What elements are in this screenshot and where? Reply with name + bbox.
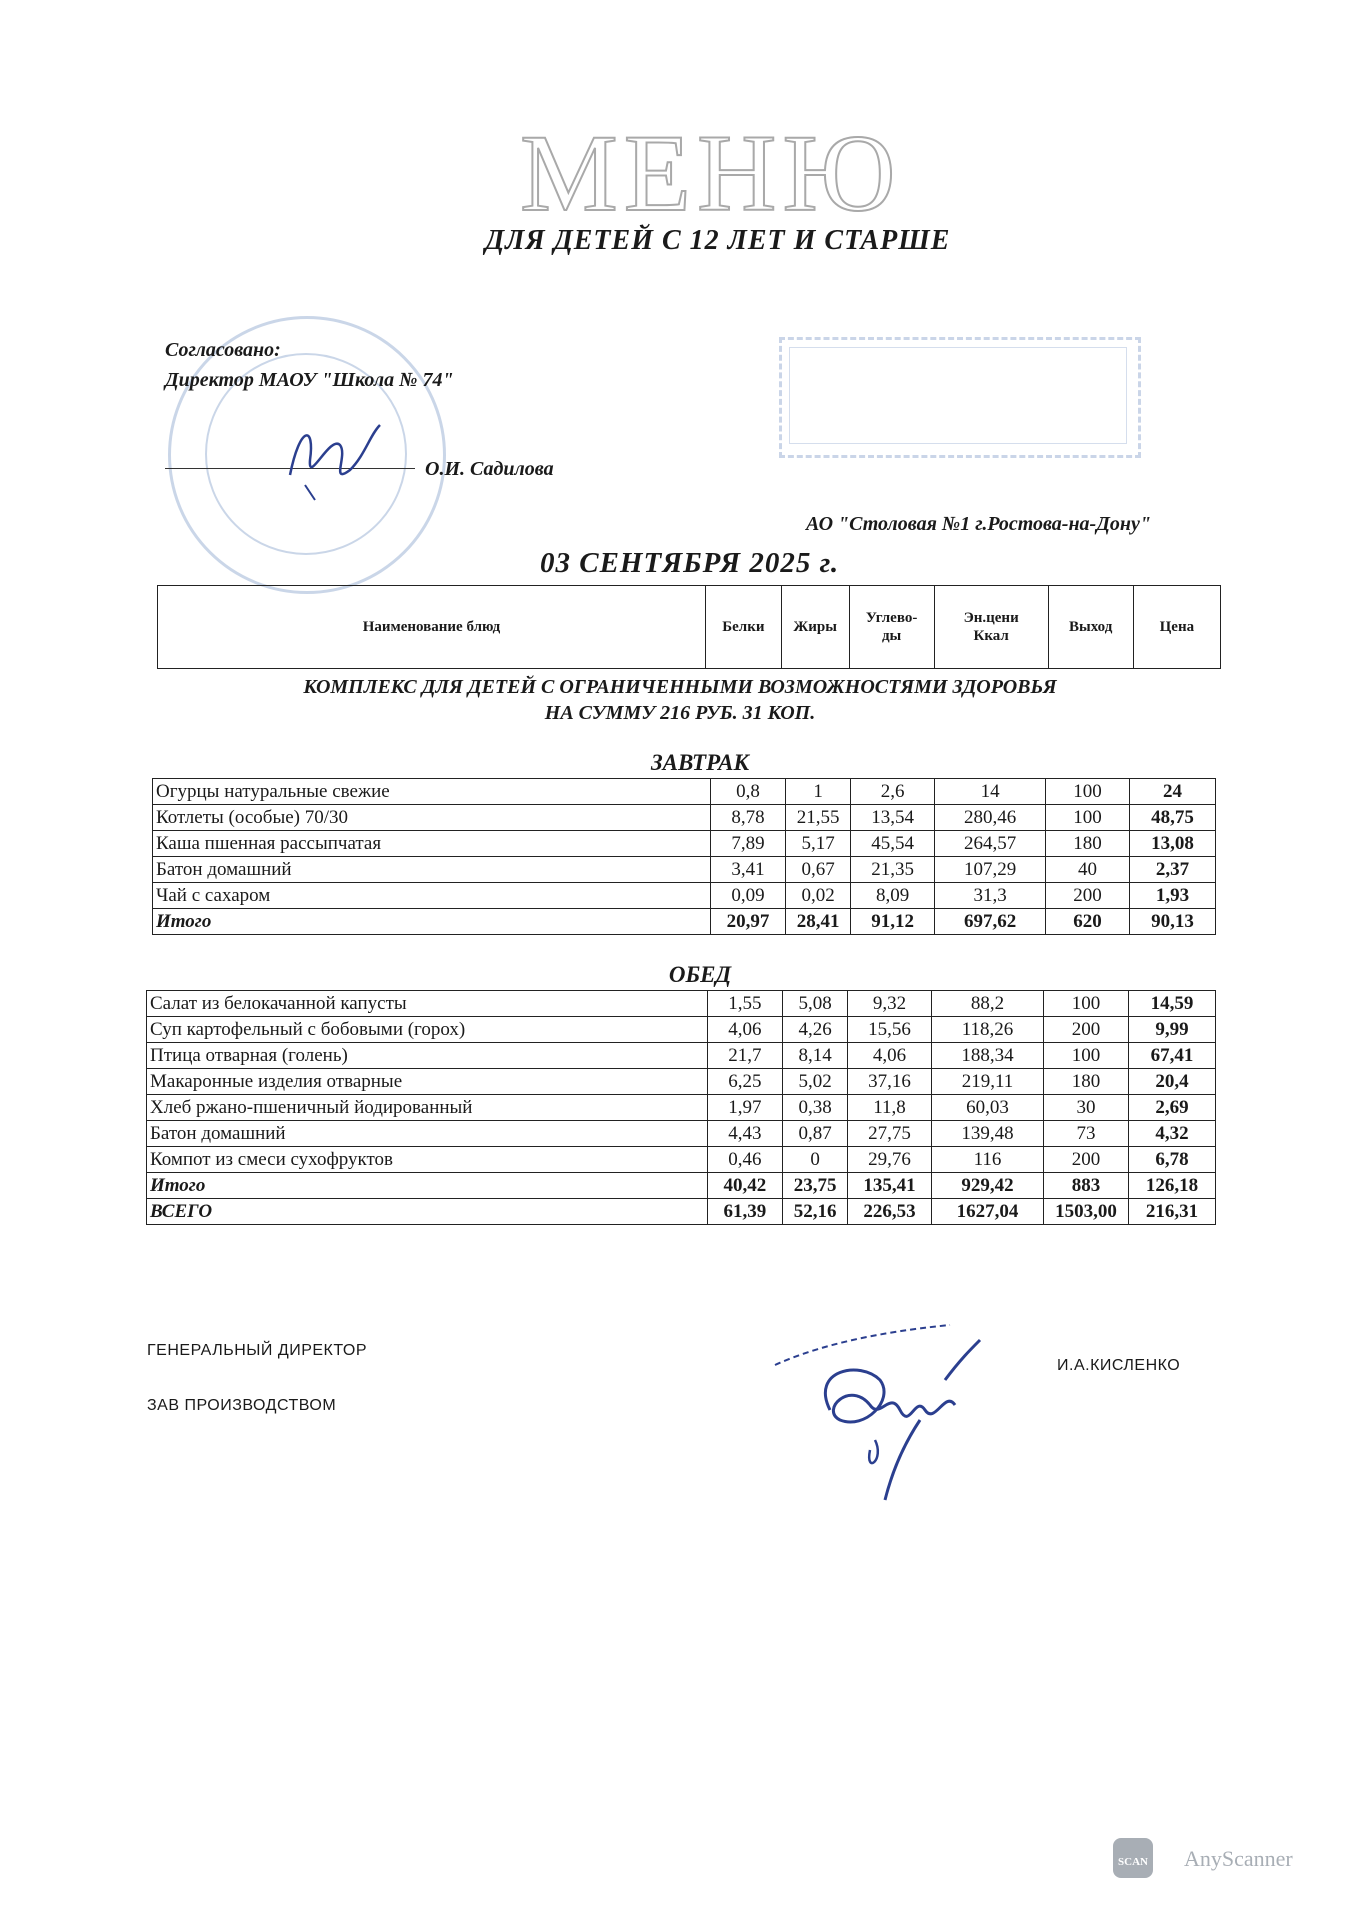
carbs-cell: 21,35 <box>851 857 935 883</box>
output-cell: 1503,00 <box>1044 1199 1129 1225</box>
lunch-table <box>146 990 1216 1225</box>
col-energy-header <box>934 586 1048 669</box>
breakfast-table <box>152 778 1216 935</box>
total-row <box>147 1173 1216 1199</box>
proteins-cell: 8,78 <box>710 805 785 831</box>
col-carbs-label-1: Углево- <box>865 610 918 626</box>
carbs-cell: 13,54 <box>851 805 935 831</box>
col-output-header: Выход <box>1048 586 1133 669</box>
output-cell: 200 <box>1046 883 1130 909</box>
dish-name-cell: Батон домашний <box>147 1121 708 1147</box>
catering-company: АО "Столовая №1 г.Ростова-на-Дону" <box>806 513 1151 535</box>
proteins-cell: 40,42 <box>707 1173 782 1199</box>
proteins-cell: 4,43 <box>707 1121 782 1147</box>
carbs-cell: 9,32 <box>848 991 932 1017</box>
dish-name-cell: Огурцы натуральные свежие <box>153 779 711 805</box>
fats-cell: 0,87 <box>783 1121 848 1147</box>
energy-cell: 188,34 <box>931 1043 1043 1069</box>
carbs-cell: 29,76 <box>848 1147 932 1173</box>
proteins-cell: 0,46 <box>707 1147 782 1173</box>
fats-cell: 8,14 <box>783 1043 848 1069</box>
dish-name-cell: Макаронные изделия отварные <box>147 1069 708 1095</box>
proteins-cell: 61,39 <box>707 1199 782 1225</box>
col-energy-label-1: Эн.цени <box>963 610 1019 626</box>
carbs-cell: 226,53 <box>848 1199 932 1225</box>
dish-name-cell: Суп картофельный с бобовыми (горох) <box>147 1017 708 1043</box>
column-header-table <box>157 585 1221 669</box>
approver-name: О.И. Садилова <box>425 458 554 480</box>
table-row <box>153 857 1216 883</box>
approval-block <box>165 335 454 395</box>
total-row <box>147 1199 1216 1225</box>
price-cell: 24 <box>1129 779 1215 805</box>
table-row <box>147 1095 1216 1121</box>
proteins-cell: 3,41 <box>710 857 785 883</box>
col-price-header: Цена <box>1133 586 1220 669</box>
dish-name-cell: Котлеты (особые) 70/30 <box>153 805 711 831</box>
table-row <box>153 805 1216 831</box>
output-cell: 883 <box>1044 1173 1129 1199</box>
proteins-cell: 0,8 <box>710 779 785 805</box>
breakfast-title: ЗАВТРАК <box>650 750 750 775</box>
fats-cell: 0 <box>783 1147 848 1173</box>
fats-cell: 0,67 <box>786 857 851 883</box>
complex-line-1: КОМПЛЕКС ДЛЯ ДЕТЕЙ С ОГРАНИЧЕННЫМИ ВОЗМОЖНОСТЯМИ ЗДОРОВЬЯ <box>303 676 1057 698</box>
proteins-cell: 21,7 <box>707 1043 782 1069</box>
table-row <box>147 1147 1216 1173</box>
dish-name-cell: Чай с сахаром <box>153 883 711 909</box>
output-cell: 100 <box>1046 805 1130 831</box>
proteins-cell: 0,09 <box>710 883 785 909</box>
dish-name-cell: Каша пшенная рассыпчатая <box>153 831 711 857</box>
energy-cell: 88,2 <box>931 991 1043 1017</box>
fats-cell: 5,02 <box>783 1069 848 1095</box>
proteins-cell: 1,55 <box>707 991 782 1017</box>
table-row <box>153 779 1216 805</box>
table-row <box>147 1069 1216 1095</box>
col-energy-label-2: Ккал <box>973 628 1009 644</box>
scanner-watermark: AnyScanner <box>1184 1846 1293 1871</box>
energy-cell: 929,42 <box>931 1173 1043 1199</box>
carbs-cell: 4,06 <box>848 1043 932 1069</box>
energy-cell: 116 <box>931 1147 1043 1173</box>
fats-cell: 5,08 <box>783 991 848 1017</box>
energy-cell: 1627,04 <box>931 1199 1043 1225</box>
scanner-logo-icon: SCAN <box>1113 1838 1153 1878</box>
dish-name-cell: Батон домашний <box>153 857 711 883</box>
table-row <box>147 1043 1216 1069</box>
output-cell: 100 <box>1044 1043 1129 1069</box>
carbs-cell: 15,56 <box>848 1017 932 1043</box>
dish-name-cell: Хлеб ржано-пшеничный йодированный <box>147 1095 708 1121</box>
price-cell: 4,32 <box>1128 1121 1215 1147</box>
proteins-cell: 20,97 <box>710 909 785 935</box>
energy-cell: 280,46 <box>935 805 1046 831</box>
col-carbs-label-2: ды <box>881 628 902 644</box>
fats-cell: 0,38 <box>783 1095 848 1121</box>
price-cell: 90,13 <box>1129 909 1215 935</box>
output-cell: 73 <box>1044 1121 1129 1147</box>
approval-label: Согласовано: <box>165 339 281 361</box>
signer-name: И.А.КИСЛЕНКО <box>1057 1357 1181 1374</box>
proteins-cell: 4,06 <box>707 1017 782 1043</box>
output-cell: 620 <box>1046 909 1130 935</box>
energy-cell: 31,3 <box>935 883 1046 909</box>
dish-name-cell: Итого <box>153 909 711 935</box>
carbs-cell: 37,16 <box>848 1069 932 1095</box>
table-row <box>153 883 1216 909</box>
dish-name-cell: Птица отварная (голень) <box>147 1043 708 1069</box>
breakfast-rows <box>153 779 1216 935</box>
carbs-cell: 27,75 <box>848 1121 932 1147</box>
proteins-cell: 6,25 <box>707 1069 782 1095</box>
menu-date: 03 СЕНТЯБРЯ 2025 г. <box>540 547 840 579</box>
carbs-cell: 11,8 <box>848 1095 932 1121</box>
price-cell: 126,18 <box>1128 1173 1215 1199</box>
col-proteins-header: Белки <box>705 586 781 669</box>
price-cell: 6,78 <box>1128 1147 1215 1173</box>
lunch-title: ОБЕД <box>668 962 732 987</box>
total-row <box>153 909 1216 935</box>
output-cell: 100 <box>1046 779 1130 805</box>
fats-cell: 52,16 <box>783 1199 848 1225</box>
energy-cell: 697,62 <box>935 909 1046 935</box>
complex-description <box>160 674 1200 726</box>
price-cell: 1,93 <box>1129 883 1215 909</box>
approval-position: Директор МАОУ "Школа № 74" <box>165 369 454 391</box>
price-cell: 67,41 <box>1128 1043 1215 1069</box>
table-row <box>153 831 1216 857</box>
price-cell: 2,37 <box>1129 857 1215 883</box>
fats-cell: 5,17 <box>786 831 851 857</box>
output-cell: 100 <box>1044 991 1129 1017</box>
energy-cell: 14 <box>935 779 1046 805</box>
fats-cell: 21,55 <box>786 805 851 831</box>
general-director-signature <box>770 1310 1020 1510</box>
dish-name-cell: ВСЕГО <box>147 1199 708 1225</box>
price-cell: 13,08 <box>1129 831 1215 857</box>
output-cell: 180 <box>1046 831 1130 857</box>
lunch-rows <box>147 991 1216 1225</box>
output-cell: 200 <box>1044 1017 1129 1043</box>
price-cell: 9,99 <box>1128 1017 1215 1043</box>
output-cell: 200 <box>1044 1147 1129 1173</box>
fats-cell: 28,41 <box>786 909 851 935</box>
price-cell: 20,4 <box>1128 1069 1215 1095</box>
general-director-label: ГЕНЕРАЛЬНЫЙ ДИРЕКТОР <box>147 1342 368 1359</box>
carbs-cell: 45,54 <box>851 831 935 857</box>
energy-cell: 107,29 <box>935 857 1046 883</box>
dish-name-cell: Салат из белокачанной капусты <box>147 991 708 1017</box>
col-name-header: Наименование блюд <box>158 586 706 669</box>
production-head-label: ЗАВ ПРОИЗВОДСТВОМ <box>147 1397 337 1414</box>
table-row <box>147 1121 1216 1147</box>
dish-name-cell: Итого <box>147 1173 708 1199</box>
output-cell: 180 <box>1044 1069 1129 1095</box>
energy-cell: 60,03 <box>931 1095 1043 1121</box>
table-row <box>147 991 1216 1017</box>
price-cell: 48,75 <box>1129 805 1215 831</box>
carbs-cell: 91,12 <box>851 909 935 935</box>
carbs-cell: 135,41 <box>848 1173 932 1199</box>
price-cell: 2,69 <box>1128 1095 1215 1121</box>
complex-line-2: НА СУММУ 216 РУБ. 31 КОП. <box>544 702 816 724</box>
energy-cell: 264,57 <box>935 831 1046 857</box>
price-cell: 216,31 <box>1128 1199 1215 1225</box>
energy-cell: 219,11 <box>931 1069 1043 1095</box>
carbs-cell: 8,09 <box>851 883 935 909</box>
menu-title: МЕНЮ <box>520 112 902 234</box>
energy-cell: 139,48 <box>931 1121 1043 1147</box>
output-cell: 40 <box>1046 857 1130 883</box>
menu-subtitle: ДЛЯ ДЕТЕЙ С 12 ЛЕТ И СТАРШЕ <box>485 225 951 256</box>
carbs-cell: 2,6 <box>851 779 935 805</box>
dish-name-cell: Компот из смеси сухофруктов <box>147 1147 708 1173</box>
energy-cell: 118,26 <box>931 1017 1043 1043</box>
col-fats-header: Жиры <box>781 586 849 669</box>
proteins-cell: 7,89 <box>710 831 785 857</box>
rectangular-stamp-inner <box>789 347 1127 444</box>
output-cell: 30 <box>1044 1095 1129 1121</box>
fats-cell: 4,26 <box>783 1017 848 1043</box>
director-signature <box>270 415 390 505</box>
price-cell: 14,59 <box>1128 991 1215 1017</box>
proteins-cell: 1,97 <box>707 1095 782 1121</box>
fats-cell: 0,02 <box>786 883 851 909</box>
fats-cell: 23,75 <box>783 1173 848 1199</box>
col-carbs-header <box>849 586 934 669</box>
table-row <box>147 1017 1216 1043</box>
fats-cell: 1 <box>786 779 851 805</box>
